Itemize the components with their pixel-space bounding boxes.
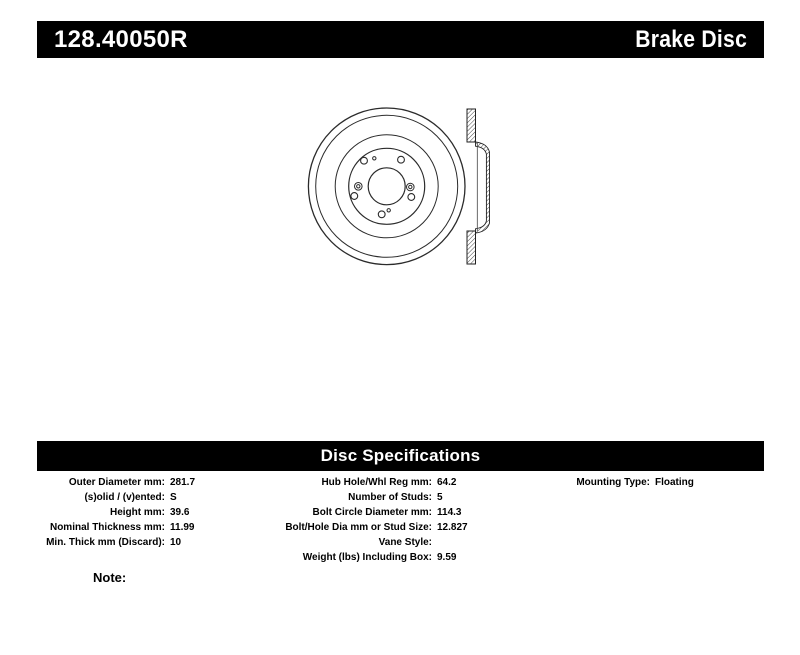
spec-section-title: Disc Specifications [320, 446, 481, 465]
spec-value: 5 [437, 492, 443, 503]
spec-label: Weight (lbs) Including Box: [302, 552, 432, 563]
friction-ring-top-section [467, 109, 476, 142]
spec-value: 11.99 [170, 522, 195, 533]
product-type-title: Brake Disc [635, 25, 747, 53]
brake-disc-section-view [467, 109, 490, 264]
spec-label: Height mm: [110, 507, 165, 518]
spec-row [270, 505, 468, 520]
spec-row [25, 505, 195, 520]
spec-row [270, 490, 468, 505]
spec-label: Number of Studs: [348, 492, 432, 503]
spec-value: 9.59 [437, 552, 457, 563]
spec-row [25, 520, 195, 535]
spec-value: 10 [170, 537, 182, 548]
spec-label: Bolt/Hole Dia mm or Stud Size: [285, 522, 432, 533]
spec-label: Outer Diameter mm: [68, 477, 165, 488]
spec-row [270, 550, 468, 565]
spec-value: 12.827 [437, 522, 468, 533]
note-label: Note: [93, 570, 127, 585]
spec-label: Nominal Thickness mm: [49, 522, 165, 533]
spec-value: 64.2 [437, 477, 457, 488]
spec-value: S [170, 492, 177, 503]
spec-label: Vane Style: [378, 537, 432, 548]
spec-column-right [540, 475, 694, 490]
part-number: 128.40050R [54, 25, 188, 53]
spec-label: Min. Thick mm (Discard): [46, 537, 165, 548]
spec-label: Hub Hole/Whl Reg mm: [321, 477, 432, 488]
spec-row [25, 490, 195, 505]
center-bore [368, 168, 405, 205]
spec-row [270, 475, 468, 490]
spec-row [540, 475, 694, 490]
spec-row [270, 520, 468, 535]
spec-section-header [37, 441, 764, 471]
spec-row [25, 475, 195, 490]
spec-column-left [25, 475, 195, 550]
spec-value: 114.3 [437, 507, 462, 518]
spec-label: Bolt Circle Diameter mm: [312, 507, 432, 518]
brake-disc-front-view [308, 108, 465, 265]
spec-row [270, 535, 468, 550]
spec-column-middle [270, 475, 468, 565]
spec-value: 281.7 [170, 477, 196, 488]
spec-row [25, 535, 195, 550]
spec-value: Floating [655, 477, 694, 488]
spec-label: (s)olid / (v)ented: [84, 492, 165, 503]
spec-label: Mounting Type: [576, 477, 650, 488]
friction-ring-bottom-section [467, 231, 476, 264]
spec-value: 39.6 [170, 507, 190, 518]
